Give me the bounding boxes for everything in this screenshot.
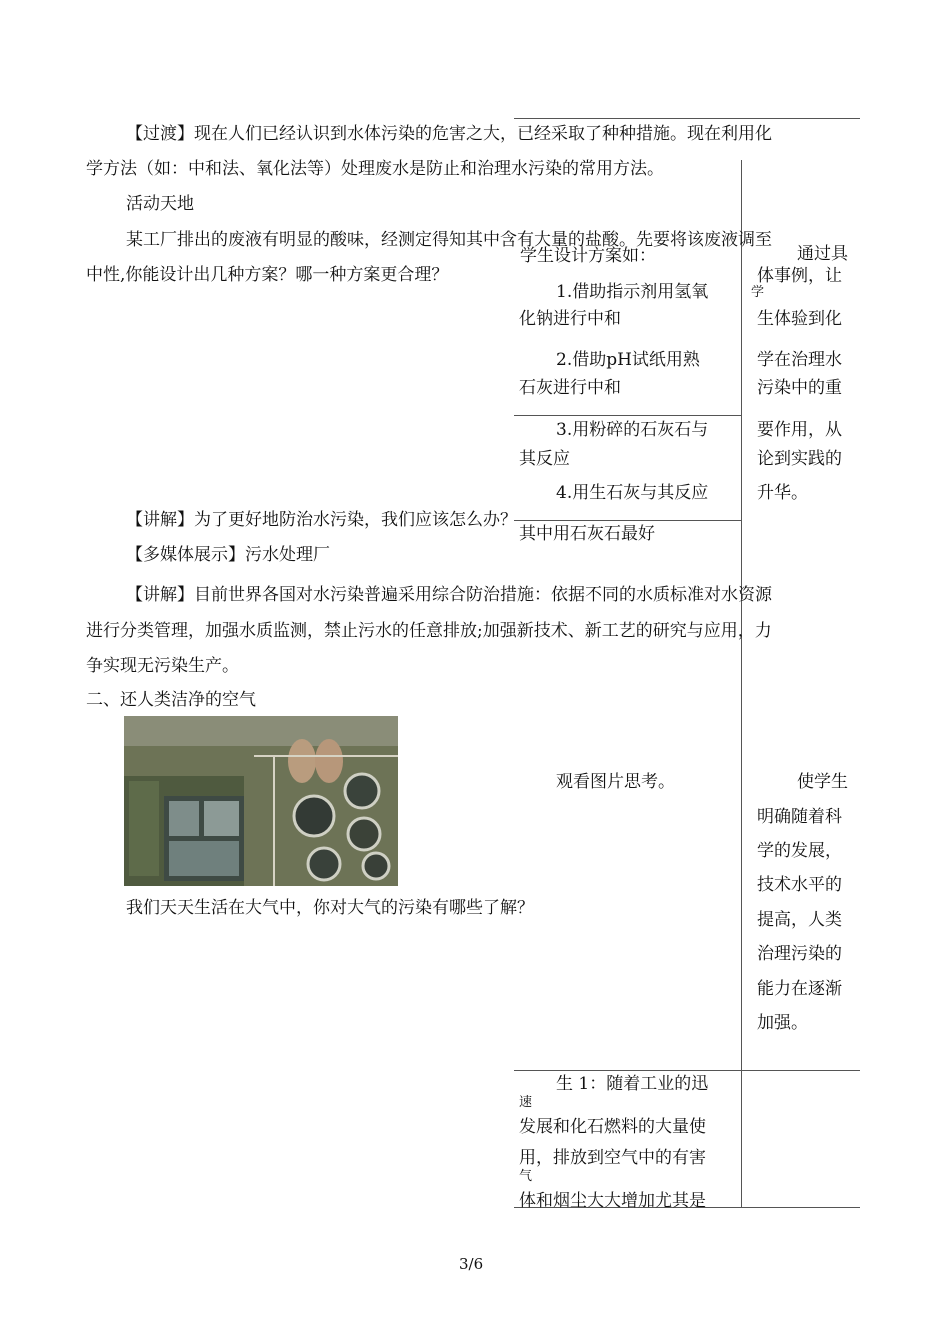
table-top-rule	[514, 118, 860, 119]
intent-2-line-8: 加强。	[757, 1013, 808, 1033]
intent-2-line-4: 技术水平的	[757, 875, 842, 895]
question-air-pollution: 我们天天生活在大气中，你对大气的污染有哪些了解？	[126, 898, 534, 918]
observe-instruction: 观看图片思考。	[556, 772, 675, 792]
table-column-divider	[741, 160, 742, 1208]
intent-1-line-2: 体事例，让	[757, 266, 842, 286]
table-rule-student1-top	[514, 1070, 860, 1071]
student-1-line-3b: 气	[519, 1169, 533, 1184]
student-plans-header: 学生设计方案如：	[520, 246, 656, 266]
intent-1-line-4: 生体验到化	[757, 309, 842, 329]
activity-line-1: 某工厂排出的废液有明显的酸味，经测定得知其中含有大量的盐酸。先要将该废液调至	[126, 230, 772, 250]
explain-2-line-3: 争实现无污染生产。	[86, 656, 239, 676]
intent-1-line-5: 学在治理水	[757, 350, 842, 370]
plan-3-line-2: 其反应	[519, 449, 570, 469]
intent-1-line-9: 升华。	[757, 483, 808, 503]
intent-1-line-8: 论到实践的	[757, 449, 842, 469]
table-rule-mid-1	[514, 415, 741, 416]
explain-2-line-2: 进行分类管理，加强水质监测，禁止污水的任意排放;加强新技术、新工艺的研究与应用，力	[86, 621, 772, 641]
intent-2-line-1: 使学生	[797, 772, 848, 792]
intent-2-line-3: 学的发展，	[757, 841, 842, 861]
intent-1-line-7: 要作用，从	[757, 420, 842, 440]
plan-1-line-1: 1.借助指示剂用氢氧	[556, 282, 709, 302]
transition-line-2: 学方法（如：中和法、氧化法等）处理废水是防止和治理水污染的常用方法。	[86, 159, 664, 179]
student-1-line-1: 生 1：随着工业的迅	[556, 1074, 709, 1094]
page-number: 3/6	[459, 1255, 484, 1273]
student-1-line-4: 体和烟尘大大增加尤其是	[519, 1191, 706, 1211]
plan-1-line-2: 化钠进行中和	[519, 309, 621, 329]
explain-2-line-1: 【讲解】目前世界各国对水污染普遍采用综合防治措施：依据不同的水质标准对水资源	[126, 585, 772, 605]
explain-1: 【讲解】为了更好地防治水污染，我们应该怎么办？	[126, 510, 517, 530]
plan-3-line-1: 3.用粉碎的石灰石与	[556, 420, 709, 440]
activity-title: 活动天地	[126, 194, 194, 214]
intent-1-line-1: 通过具	[797, 244, 848, 264]
intent-2-line-6: 治理污染的	[757, 944, 842, 964]
student-1-line-3: 用，排放到空气中的有害	[519, 1148, 706, 1168]
intent-2-line-5: 提高，人类	[757, 910, 842, 930]
transition-line-1: 【过渡】现在人们已经认识到水体污染的危害之大，已经采取了种种措施。现在利用化	[126, 124, 772, 144]
intent-1-line-3: 学	[751, 285, 765, 300]
plan-best: 其中用石灰石最好	[519, 524, 655, 544]
plan-2-line-1: 2.借助pH试纸用熟	[556, 350, 700, 370]
multimedia-note: 【多媒体展示】污水处理厂	[126, 545, 330, 565]
activity-line-2: 中性,你能设计出几种方案？哪一种方案更合理？	[86, 265, 449, 285]
intent-2-line-7: 能力在逐渐	[757, 979, 842, 999]
sewage-plant-photo	[124, 716, 398, 886]
intent-2-line-2: 明确随着科	[757, 807, 842, 827]
intent-1-line-6: 污染中的重	[757, 378, 842, 398]
plan-2-line-2: 石灰进行中和	[519, 378, 621, 398]
student-1-line-2: 发展和化石燃料的大量使	[519, 1117, 706, 1137]
section-heading-clean-air: 二、还人类洁净的空气	[86, 690, 256, 710]
table-rule-mid-2	[514, 520, 741, 521]
plan-4: 4.用生石灰与其反应	[556, 483, 709, 503]
student-1-line-1b: 速	[519, 1095, 533, 1110]
